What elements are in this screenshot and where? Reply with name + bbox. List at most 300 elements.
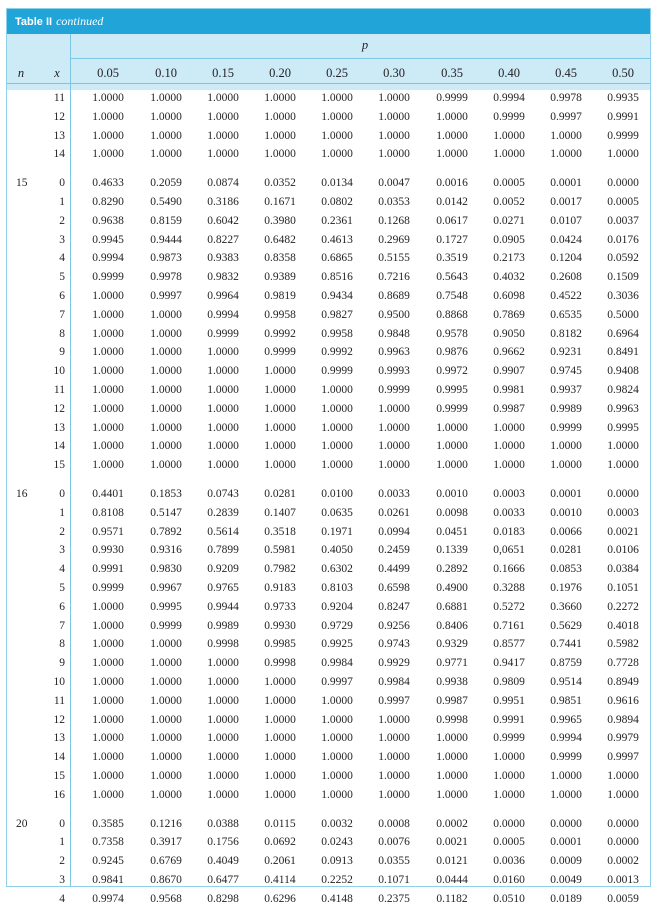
table-cell: 0.0049 (550, 874, 582, 886)
table-cell: 0.0000 (607, 177, 639, 189)
table-cell: 0.0016 (436, 177, 468, 189)
table-cell: 0.9578 (436, 328, 468, 340)
table-cell: 0.9765 (207, 582, 239, 594)
table-cell: 0.2375 (378, 893, 410, 905)
table-cell: 0.6042 (207, 215, 239, 227)
table-cell: 1.0000 (264, 92, 296, 104)
table-cell: 0.9999 (550, 422, 582, 434)
table-cell: 1.0000 (321, 770, 353, 782)
table-cell: 1.0000 (207, 346, 239, 358)
table-cell: 1.0000 (436, 422, 468, 434)
table-cell: 0.0002 (607, 855, 639, 867)
table-cell: 0.9929 (378, 657, 410, 669)
table-cell: 0.0000 (607, 488, 639, 500)
row-x-value: 10 (53, 365, 65, 377)
table-cell: 1.0000 (378, 130, 410, 142)
table-cell: 0.0243 (321, 836, 353, 848)
table-cell: 1.0000 (321, 732, 353, 744)
table-cell: 0.0281 (550, 544, 582, 556)
table-cell: 0.8516 (321, 271, 353, 283)
table-cell: 1.0000 (264, 770, 296, 782)
table-cell: 0.0000 (493, 818, 525, 830)
table-cell: 0.9998 (436, 714, 468, 726)
table-cell: 0.4032 (493, 271, 525, 283)
table-cell: 1.0000 (378, 92, 410, 104)
table-cell: 1.0000 (92, 620, 124, 632)
table-cell: 0.9662 (493, 346, 525, 358)
table-cell: 1.0000 (378, 789, 410, 801)
table-cell: 0.0692 (264, 836, 296, 848)
table-cell: 1.0000 (378, 148, 410, 160)
table-cell: 0.0047 (378, 177, 410, 189)
table-cell: 0.0388 (207, 818, 239, 830)
table-cell: 0.9958 (264, 309, 296, 321)
table-cell: 1.0000 (207, 714, 239, 726)
table-cell: 1.0000 (150, 676, 182, 688)
table-cell: 0.0000 (607, 836, 639, 848)
table-cell: 0.0451 (436, 526, 468, 538)
table-cell: 1.0000 (92, 751, 124, 763)
row-x-value: 8 (59, 328, 65, 340)
table-cell: 0.9245 (92, 855, 124, 867)
table-cell: 0.9984 (378, 676, 410, 688)
table-cell: 0.0384 (607, 563, 639, 575)
table-cell: 1.0000 (264, 751, 296, 763)
table-cell: 0.9204 (321, 601, 353, 613)
table-cell: 0.4018 (607, 620, 639, 632)
table-cell: 0.3917 (150, 836, 182, 848)
table-cell: 0.7728 (607, 657, 639, 669)
row-x-value: 0 (59, 177, 65, 189)
table-cell: 0.9999 (550, 751, 582, 763)
row-x-value: 4 (59, 893, 65, 905)
table-cell: 0.9997 (378, 695, 410, 707)
table-cell: 0.8406 (436, 620, 468, 632)
table-cell: 0.3660 (550, 601, 582, 613)
table-cell: 0.6302 (321, 563, 353, 575)
row-x-value: 12 (53, 111, 65, 123)
row-x-value: 13 (53, 130, 65, 142)
table-cell: 0.9997 (550, 111, 582, 123)
table-cell: 1.0000 (321, 403, 353, 415)
table-cell: 1.0000 (150, 148, 182, 160)
table-cell: 0.1727 (436, 234, 468, 246)
table-cell: 1.0000 (378, 422, 410, 434)
header-p-value: 0.50 (612, 66, 634, 80)
table-cell: 1.0000 (92, 676, 124, 688)
table-cell: 1.0000 (607, 789, 639, 801)
header-p-value: 0.45 (555, 66, 577, 80)
table-cell: 1.0000 (150, 130, 182, 142)
table-cell: 0.0008 (378, 818, 410, 830)
table-cell: 0.4633 (92, 177, 124, 189)
table-cell: 1.0000 (264, 695, 296, 707)
table-cell: 1.0000 (264, 365, 296, 377)
table-cell: 0.0001 (550, 488, 582, 500)
table-title-bar (7, 9, 650, 34)
table-cell: 0.0003 (493, 488, 525, 500)
table-cell: 0.0000 (550, 818, 582, 830)
table-cell: 0.9383 (207, 252, 239, 264)
table-cell: 0.1671 (264, 196, 296, 208)
table-cell: 0.6296 (264, 893, 296, 905)
table-cell: 0.9183 (264, 582, 296, 594)
table-cell: 0.9992 (264, 328, 296, 340)
row-x-value: 1 (59, 507, 65, 519)
table-cell: 0.0005 (493, 836, 525, 848)
table-cell: 0.0009 (550, 855, 582, 867)
table-cell: 0.3519 (436, 252, 468, 264)
table-cell: 0.0424 (550, 234, 582, 246)
table-cell: 1.0000 (92, 732, 124, 744)
table-cell: 1.0000 (150, 657, 182, 669)
table-cell: 0.9616 (607, 695, 639, 707)
table-cell: 0.9209 (207, 563, 239, 575)
table-cell: 0.9958 (321, 328, 353, 340)
table-cell: 1.0000 (92, 384, 124, 396)
table-cell: 0.9963 (378, 346, 410, 358)
table-cell: 1.0000 (321, 440, 353, 452)
table-cell: 0.0100 (321, 488, 353, 500)
table-cell: 0.8159 (150, 215, 182, 227)
table-cell: 0.9994 (92, 252, 124, 264)
table-cell: 1.0000 (150, 638, 182, 650)
table-cell: 0.9824 (607, 384, 639, 396)
table-cell: 0.1666 (493, 563, 525, 575)
table-cell: 0.4401 (92, 488, 124, 500)
table-cell: 0.0107 (550, 215, 582, 227)
table-cell: 1.0000 (550, 148, 582, 160)
table-cell: 0.1971 (321, 526, 353, 538)
table-cell: 1.0000 (92, 328, 124, 340)
table-cell: 0.8182 (550, 328, 582, 340)
table-cell: 1.0000 (436, 459, 468, 471)
header-bottom-rule (7, 83, 650, 84)
table-cell: 1.0000 (150, 92, 182, 104)
table-cell: 0.9830 (150, 563, 182, 575)
table-cell: 0.4049 (207, 855, 239, 867)
table-cell: 1.0000 (321, 130, 353, 142)
row-x-value: 6 (59, 601, 65, 613)
row-x-value: 6 (59, 290, 65, 302)
table-cell: 1.0000 (150, 309, 182, 321)
table-cell: 0.9995 (607, 422, 639, 434)
row-x-value: 13 (53, 732, 65, 744)
table-cell: 0.9998 (207, 638, 239, 650)
table-cell: 1.0000 (321, 751, 353, 763)
table-cell: 1.0000 (493, 459, 525, 471)
table-cell: 0.3585 (92, 818, 124, 830)
table-cell: 1.0000 (207, 130, 239, 142)
table-cell: 1.0000 (264, 676, 296, 688)
table-cell: 1.0000 (436, 148, 468, 160)
table-cell: 1.0000 (92, 789, 124, 801)
table-cell: 1.0000 (378, 732, 410, 744)
table-cell: 0.0802 (321, 196, 353, 208)
table-cell: 0.0183 (493, 526, 525, 538)
table-cell: 1.0000 (150, 714, 182, 726)
table-cell: 0.9873 (150, 252, 182, 264)
row-x-value: 15 (53, 459, 65, 471)
table-cell: 0.9745 (550, 365, 582, 377)
table-cell: 0.7441 (550, 638, 582, 650)
row-x-value: 10 (53, 676, 65, 688)
table-cell: 0.7161 (493, 620, 525, 632)
table-cell: 0.0076 (378, 836, 410, 848)
table-cell: 1.0000 (321, 148, 353, 160)
table-cell: 0.0352 (264, 177, 296, 189)
table-cell: 0.1182 (436, 893, 468, 905)
table-cell: 1.0000 (550, 770, 582, 782)
table-cell: 0.8577 (493, 638, 525, 650)
table-cell: 0.9995 (436, 384, 468, 396)
row-x-value: 7 (59, 620, 65, 632)
table-cell: 1.0000 (150, 328, 182, 340)
table-cell: 0.1204 (550, 252, 582, 264)
table-cell: 0.9999 (436, 403, 468, 415)
header-p: p (361, 38, 369, 52)
table-cell: 0.0121 (436, 855, 468, 867)
table-cell: 0.8108 (92, 507, 124, 519)
table-cell: 0.9984 (321, 657, 353, 669)
table-cell: 0.5643 (436, 271, 468, 283)
row-x-value: 13 (53, 422, 65, 434)
table-cell: 0.9972 (436, 365, 468, 377)
table-cell: 0.3186 (207, 196, 239, 208)
table-cell: 0.6535 (550, 309, 582, 321)
row-n-value: 15 (16, 177, 28, 189)
table-cell: 0.8689 (378, 290, 410, 302)
table-cell: 0.5000 (607, 309, 639, 321)
table-cell: 1.0000 (92, 111, 124, 123)
table-cell: 0.9987 (493, 403, 525, 415)
table-cell: 0.9997 (607, 751, 639, 763)
table-cell: 0.9571 (92, 526, 124, 538)
table-cell: 1.0000 (92, 148, 124, 160)
table-cell: 0.9851 (550, 695, 582, 707)
table-cell: 1.0000 (264, 440, 296, 452)
table-cell: 1.0000 (264, 111, 296, 123)
table-cell: 0.0271 (493, 215, 525, 227)
table-title-suffix: continued (56, 14, 104, 28)
table-cell: 1.0000 (436, 732, 468, 744)
table-cell: 0.0021 (436, 836, 468, 848)
table-cell: 0.9050 (493, 328, 525, 340)
table-cell: 1.0000 (493, 422, 525, 434)
row-x-value: 5 (59, 582, 65, 594)
table-cell: 0.6482 (264, 234, 296, 246)
table-cell: 0.7358 (92, 836, 124, 848)
table-cell: 1.0000 (92, 422, 124, 434)
table-cell: 0.0189 (550, 893, 582, 905)
table-cell: 1.0000 (150, 384, 182, 396)
table-cell: 0.9995 (150, 601, 182, 613)
table-cell: 1.0000 (607, 459, 639, 471)
header-p-value: 0.20 (269, 66, 291, 80)
table-cell: 0.4148 (321, 893, 353, 905)
table-cell: 0.4050 (321, 544, 353, 556)
table-cell: 1.0000 (150, 346, 182, 358)
table-cell: 1.0000 (550, 789, 582, 801)
row-n-value: 20 (16, 818, 28, 830)
table-cell: 1.0000 (207, 732, 239, 744)
table-cell: 1.0000 (321, 695, 353, 707)
table-cell: 0.5490 (150, 196, 182, 208)
table-cell: 1.0000 (493, 130, 525, 142)
table-cell: 0.9894 (607, 714, 639, 726)
table-cell: 0.9389 (264, 271, 296, 283)
table-cell: 1.0000 (207, 459, 239, 471)
table-cell: 0.0066 (550, 526, 582, 538)
table-cell: 0.4499 (378, 563, 410, 575)
table-cell: 0.0037 (607, 215, 639, 227)
table-cell: 1.0000 (92, 130, 124, 142)
table-cell: 0.2459 (378, 544, 410, 556)
table-cell: 0.6865 (321, 252, 353, 264)
row-x-value: 3 (59, 544, 65, 556)
table-cell: 1.0000 (436, 440, 468, 452)
table-cell: 1.0000 (378, 770, 410, 782)
table-cell: 0.0002 (436, 818, 468, 830)
table-cell: 1.0000 (264, 789, 296, 801)
table-cell: 0.7982 (264, 563, 296, 575)
table-cell: 0.3980 (264, 215, 296, 227)
table-cell: 0.9999 (92, 582, 124, 594)
header-band (7, 34, 650, 90)
table-cell: 0.5629 (550, 620, 582, 632)
table-cell: 0.9964 (207, 290, 239, 302)
row-x-value: 11 (53, 384, 65, 396)
row-x-value: 16 (53, 789, 65, 801)
table-cell: 1.0000 (92, 346, 124, 358)
table-cell: 0.1051 (607, 582, 639, 594)
table-cell: 1.0000 (150, 751, 182, 763)
table-cell: 0.0510 (493, 893, 525, 905)
table-cell: 0.8670 (150, 874, 182, 886)
table-cell: 0.9848 (378, 328, 410, 340)
table-cell: 0.0261 (378, 507, 410, 519)
table-cell: 0.7548 (436, 290, 468, 302)
table-cell: 0.6881 (436, 601, 468, 613)
table-cell: 0.9978 (550, 92, 582, 104)
table-cell: 0.0001 (550, 177, 582, 189)
table-cell: 0.9994 (550, 732, 582, 744)
table-cell: 0.9417 (493, 657, 525, 669)
table-cell: 1.0000 (150, 422, 182, 434)
table-cell: 0.1509 (607, 271, 639, 283)
table-cell: 0.6598 (378, 582, 410, 594)
table-cell: 0.0743 (207, 488, 239, 500)
table-cell: 1.0000 (92, 459, 124, 471)
row-x-value: 4 (59, 252, 65, 264)
table-cell: 0.9965 (550, 714, 582, 726)
header-p-value: 0.35 (441, 66, 463, 80)
table-cell: 1.0000 (92, 92, 124, 104)
table-cell: 1.0000 (436, 751, 468, 763)
table-cell: 0.0142 (436, 196, 468, 208)
table-cell: 0.8103 (321, 582, 353, 594)
table-cell: 1.0000 (264, 422, 296, 434)
table-cell: 1.0000 (321, 714, 353, 726)
table-cell: 0.9733 (264, 601, 296, 613)
table-cell: 0.9827 (321, 309, 353, 321)
table-cell: 0.9994 (493, 92, 525, 104)
table-cell: 0.9316 (150, 544, 182, 556)
table-cell: 0.6769 (150, 855, 182, 867)
table-cell: 1.0000 (207, 657, 239, 669)
table-cell: 0.9987 (436, 695, 468, 707)
table-cell: 0.2608 (550, 271, 582, 283)
table-cell: 0.0033 (493, 507, 525, 519)
table-cell: 1.0000 (378, 440, 410, 452)
table-cell: 0.7892 (150, 526, 182, 538)
row-x-value: 15 (53, 770, 65, 782)
row-x-value: 0 (59, 818, 65, 830)
table-cell: 1.0000 (321, 422, 353, 434)
table-cell: 1.0000 (150, 403, 182, 415)
table-cell: 0.0353 (378, 196, 410, 208)
header-p-value: 0.05 (97, 66, 119, 80)
table-cell: 1.0000 (550, 440, 582, 452)
table-cell: 0.0059 (607, 893, 639, 905)
table-cell: 1.0000 (378, 751, 410, 763)
table-cell: 0.9967 (150, 582, 182, 594)
table-cell: 0.0010 (550, 507, 582, 519)
table-cell: 0.9256 (378, 620, 410, 632)
table-cell: 0.8491 (607, 346, 639, 358)
table-cell: 0.9907 (493, 365, 525, 377)
table-cell: 0.0281 (264, 488, 296, 500)
table-cell: 1.0000 (207, 111, 239, 123)
table-cell: 1.0000 (207, 403, 239, 415)
table-cell: 0.9999 (493, 111, 525, 123)
table-cell: 0.1407 (264, 507, 296, 519)
table-cell: 0.1268 (378, 215, 410, 227)
table-cell: 0.9979 (607, 732, 639, 744)
table-cell: 1.0000 (321, 92, 353, 104)
table-cell: 0.0355 (378, 855, 410, 867)
table-cell: 1.0000 (150, 770, 182, 782)
table-cell: 1.0000 (607, 148, 639, 160)
table-cell: 0.0106 (607, 544, 639, 556)
table-cell: 0.3036 (607, 290, 639, 302)
table-cell: 0.9963 (607, 403, 639, 415)
table-cell: 0.1756 (207, 836, 239, 848)
row-x-value: 4 (59, 563, 65, 575)
table-cell: 1.0000 (493, 751, 525, 763)
table-cell: 1.0000 (264, 459, 296, 471)
header-p-value: 0.10 (155, 66, 177, 80)
header-p-value: 0.30 (383, 66, 405, 80)
table-cell: 0.9935 (607, 92, 639, 104)
table-cell: 0.9999 (92, 271, 124, 283)
table-cell: 0.4613 (321, 234, 353, 246)
table-cell: 0.8358 (264, 252, 296, 264)
table-cell: 1.0000 (92, 365, 124, 377)
table-cell: 0.9989 (207, 620, 239, 632)
row-x-value: 2 (59, 215, 65, 227)
row-x-value: 9 (59, 346, 65, 358)
table-cell: 0.0176 (607, 234, 639, 246)
table-cell: 1.0000 (264, 130, 296, 142)
table-cell: 0.1853 (150, 488, 182, 500)
table-cell: 0.8949 (607, 676, 639, 688)
table-cell: 0.3518 (264, 526, 296, 538)
table-cell: 0.8298 (207, 893, 239, 905)
row-n-value: 16 (16, 488, 28, 500)
table-cell: 1.0000 (207, 770, 239, 782)
table-cell: 1.0000 (92, 657, 124, 669)
